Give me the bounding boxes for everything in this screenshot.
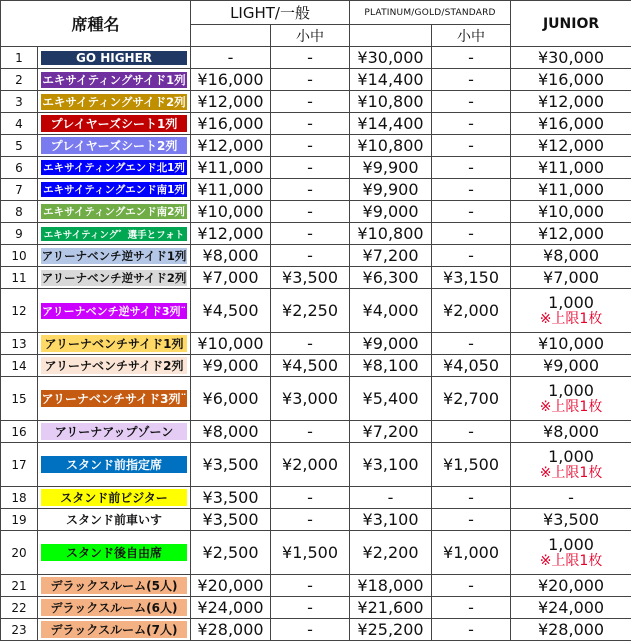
platinum-adult-price: ¥9,900: [350, 179, 432, 201]
light-kids-price: -: [271, 135, 350, 157]
junior-price-cell: [511, 531, 631, 575]
seat-name-label: エキサイティングエンド南2列: [41, 204, 187, 219]
row-number: 12: [1, 289, 38, 333]
light-adult-price: ¥20,000: [191, 575, 271, 597]
platinum-kids-price: -: [432, 135, 511, 157]
light-adult-price: ¥7,000: [191, 267, 271, 289]
platinum-kids-price: -: [432, 421, 511, 443]
seat-name-cell: [38, 113, 191, 135]
seat-name-cell: [38, 47, 191, 69]
seat-name-label: アリーナベンチサイド2列: [41, 357, 187, 374]
table-row: [1, 179, 631, 201]
platinum-kids-price: -: [432, 69, 511, 91]
row-number: 15: [1, 377, 38, 421]
platinum-adult-price: -: [350, 487, 432, 509]
light-kids-price: -: [271, 157, 350, 179]
light-adult-price: ¥10,000: [191, 333, 271, 355]
seat-name-cell: [38, 245, 191, 267]
junior-price: ¥12,000: [511, 93, 631, 110]
seat-name-label: スタンド後自由席: [41, 544, 187, 561]
seat-name-cell: [38, 575, 191, 597]
junior-price-cell: [511, 135, 631, 157]
platinum-kids-price: -: [432, 619, 511, 641]
junior-price-cell: [511, 289, 631, 333]
junior-price-cell: [511, 421, 631, 443]
light-kids-price: -: [271, 597, 350, 619]
platinum-kids-price: ¥1,000: [432, 531, 511, 575]
platinum-adult-price: ¥3,100: [350, 443, 432, 487]
table-row: [1, 531, 631, 575]
platinum-kids-price: ¥2,700: [432, 377, 511, 421]
junior-price: -: [511, 489, 631, 506]
seat-name-label: アリーナベンチサイド3列¨: [41, 390, 187, 407]
junior-price-cell: [511, 487, 631, 509]
platinum-adult-price: ¥14,400: [350, 113, 432, 135]
junior-price: ¥8,000: [511, 423, 631, 440]
junior-price-cell: [511, 575, 631, 597]
row-number: 6: [1, 157, 38, 179]
seat-name-cell: [38, 421, 191, 443]
platinum-adult-price: ¥9,000: [350, 201, 432, 223]
light-kids-price: -: [271, 91, 350, 113]
row-number: 1: [1, 47, 38, 69]
light-kids-price: -: [271, 575, 350, 597]
light-adult-price: ¥11,000: [191, 179, 271, 201]
seat-name-cell: [38, 487, 191, 509]
row-number: 11: [1, 267, 38, 289]
table-row: [1, 245, 631, 267]
junior-price-cell: [511, 201, 631, 223]
junior-price-cell: [511, 113, 631, 135]
junior-price: ¥20,000: [511, 577, 631, 594]
seat-name-label: プレイヤーズシート1列: [41, 115, 187, 132]
platinum-adult-price: ¥7,200: [350, 245, 432, 267]
light-kids-price: -: [271, 201, 350, 223]
seat-name-cell: [38, 157, 191, 179]
junior-price: ¥10,000: [511, 335, 631, 352]
seat-name-cell: [38, 69, 191, 91]
platinum-adult-price: ¥10,800: [350, 91, 432, 113]
junior-price: ¥10,000: [511, 203, 631, 220]
light-kids-price: -: [271, 619, 350, 641]
light-adult-price: ¥4,500: [191, 289, 271, 333]
junior-price: ¥12,000: [511, 225, 631, 242]
table-row: [1, 597, 631, 619]
seat-name-cell: [38, 619, 191, 641]
platinum-kids-price: ¥3,150: [432, 267, 511, 289]
price-table-body: [1, 47, 631, 641]
junior-price: ¥16,000: [511, 71, 631, 88]
seat-name-label: エキサイティングサイド2列: [41, 94, 187, 110]
platinum-kids-price: -: [432, 245, 511, 267]
platinum-adult-subheader: [350, 25, 432, 47]
seat-name-label: デラックスルーム(7人): [41, 621, 187, 638]
row-number: 16: [1, 421, 38, 443]
junior-price-cell: [511, 597, 631, 619]
seat-name-label: アリーナアップゾーン: [41, 423, 187, 440]
table-row: [1, 69, 631, 91]
junior-price: ¥8,000: [511, 247, 631, 264]
light-kids-price: -: [271, 487, 350, 509]
junior-price-cell: [511, 179, 631, 201]
junior-price-cell: [511, 267, 631, 289]
light-adult-price: ¥28,000: [191, 619, 271, 641]
junior-price: ¥11,000: [511, 181, 631, 198]
platinum-adult-price: ¥14,400: [350, 69, 432, 91]
light-adult-price: ¥2,500: [191, 531, 271, 575]
light-kids-price: ¥3,000: [271, 377, 350, 421]
row-number: 9: [1, 223, 38, 245]
junior-price-cell: [511, 157, 631, 179]
table-row: [1, 333, 631, 355]
seat-name-label: エキサイティング゛選手とフォト: [41, 227, 187, 241]
table-row: [1, 575, 631, 597]
seat-name-label: エキサイティングサイド1列: [41, 72, 187, 88]
purchase-limit-note: ※上限1枚: [511, 399, 631, 416]
seat-name-cell: [38, 509, 191, 531]
table-row: [1, 157, 631, 179]
row-number: 14: [1, 355, 38, 377]
row-number: 20: [1, 531, 38, 575]
platinum-adult-price: ¥8,100: [350, 355, 432, 377]
row-number: 21: [1, 575, 38, 597]
junior-price: ¥3,500: [511, 511, 631, 528]
light-kids-price: -: [271, 421, 350, 443]
light-kids-price: -: [271, 179, 350, 201]
purchase-limit-note: ※上限1枚: [511, 311, 631, 328]
seat-name-cell: [38, 597, 191, 619]
junior-price: ¥30,000: [511, 49, 631, 66]
platinum-adult-price: ¥9,900: [350, 157, 432, 179]
table-row: [1, 135, 631, 157]
junior-price-cell: [511, 355, 631, 377]
light-adult-price: ¥12,000: [191, 91, 271, 113]
seat-name-cell: [38, 333, 191, 355]
row-number: 4: [1, 113, 38, 135]
junior-price-cell: [511, 333, 631, 355]
junior-price-cell: [511, 619, 631, 641]
platinum-kids-price: -: [432, 113, 511, 135]
seat-name-label: プレイヤーズシート2列: [41, 137, 187, 154]
platinum-kids-subheader: 小中: [432, 25, 511, 47]
table-row: [1, 619, 631, 641]
purchase-limit-note: ※上限1枚: [511, 553, 631, 570]
seat-name-cell: [38, 179, 191, 201]
platinum-adult-price: ¥3,100: [350, 509, 432, 531]
seat-name-cell: [38, 289, 191, 333]
light-adult-price: ¥3,500: [191, 487, 271, 509]
junior-price: 1,000: [511, 448, 631, 465]
platinum-kids-price: -: [432, 47, 511, 69]
light-kids-price: -: [271, 47, 350, 69]
junior-price-cell: [511, 245, 631, 267]
seat-name-cell: [38, 201, 191, 223]
seat-name-cell: [38, 531, 191, 575]
junior-price: ¥12,000: [511, 137, 631, 154]
light-adult-price: ¥3,500: [191, 443, 271, 487]
seat-name-label: スタンド前指定席: [41, 456, 187, 473]
junior-price-cell: [511, 91, 631, 113]
junior-price: 1,000: [511, 382, 631, 399]
light-kids-price: ¥2,000: [271, 443, 350, 487]
table-row: [1, 377, 631, 421]
light-adult-price: ¥3,500: [191, 509, 271, 531]
platinum-adult-price: ¥25,200: [350, 619, 432, 641]
light-kids-price: -: [271, 69, 350, 91]
platinum-kids-price: -: [432, 179, 511, 201]
platinum-adult-price: ¥5,400: [350, 377, 432, 421]
platinum-adult-price: ¥21,600: [350, 597, 432, 619]
seat-name-label: アリーナベンチ逆サイド2列: [41, 270, 187, 286]
row-number: 8: [1, 201, 38, 223]
light-adult-price: ¥12,000: [191, 223, 271, 245]
row-number: 17: [1, 443, 38, 487]
table-row: [1, 201, 631, 223]
light-adult-price: ¥24,000: [191, 597, 271, 619]
light-kids-price: -: [271, 333, 350, 355]
platinum-kids-price: -: [432, 597, 511, 619]
light-kids-price: ¥1,500: [271, 531, 350, 575]
light-kids-price: ¥4,500: [271, 355, 350, 377]
light-kids-subheader: 小中: [271, 25, 350, 47]
platinum-adult-price: ¥9,000: [350, 333, 432, 355]
junior-price: ¥9,000: [511, 357, 631, 374]
seat-name-cell: [38, 355, 191, 377]
junior-price-cell: [511, 377, 631, 421]
table-row: [1, 289, 631, 333]
junior-price: ¥7,000: [511, 269, 631, 286]
platinum-gold-standard-header: PLATINUM/GOLD/STANDARD: [350, 1, 511, 25]
light-adult-price: ¥8,000: [191, 421, 271, 443]
platinum-adult-price: ¥10,800: [350, 135, 432, 157]
seat-name-cell: [38, 267, 191, 289]
seat-name-label: スタンド前ビジター: [41, 489, 187, 506]
table-row: [1, 91, 631, 113]
light-kids-price: -: [271, 113, 350, 135]
seat-name-label: GO HIGHER: [41, 51, 187, 65]
platinum-kids-price: -: [432, 91, 511, 113]
row-number: 3: [1, 91, 38, 113]
light-adult-subheader: [191, 25, 271, 47]
table-row: [1, 355, 631, 377]
table-row: [1, 509, 631, 531]
junior-price-cell: [511, 223, 631, 245]
light-adult-price: ¥10,000: [191, 201, 271, 223]
junior-price-cell: [511, 443, 631, 487]
row-number: 19: [1, 509, 38, 531]
platinum-adult-price: ¥2,200: [350, 531, 432, 575]
platinum-kids-price: ¥2,000: [432, 289, 511, 333]
table-row: [1, 267, 631, 289]
platinum-adult-price: ¥18,000: [350, 575, 432, 597]
junior-price: 1,000: [511, 294, 631, 311]
row-number: 10: [1, 245, 38, 267]
seat-name-label: エキサイティングエンド南1列: [41, 182, 187, 197]
platinum-kids-price: ¥4,050: [432, 355, 511, 377]
seat-name-cell: [38, 223, 191, 245]
light-adult-price: ¥8,000: [191, 245, 271, 267]
seat-name-label: スタンド前車いす: [41, 511, 187, 528]
junior-price: ¥24,000: [511, 599, 631, 616]
junior-price-cell: [511, 47, 631, 69]
seat-name-header: 席種名: [1, 1, 191, 47]
light-adult-price: ¥6,000: [191, 377, 271, 421]
row-number: 2: [1, 69, 38, 91]
junior-price: ¥11,000: [511, 159, 631, 176]
row-number: 7: [1, 179, 38, 201]
table-row: [1, 487, 631, 509]
light-adult-price: ¥11,000: [191, 157, 271, 179]
junior-price: 1,000: [511, 536, 631, 553]
seat-name-cell: [38, 91, 191, 113]
table-row: [1, 113, 631, 135]
seat-name-label: デラックスルーム(6人): [41, 599, 187, 616]
platinum-adult-price: ¥4,000: [350, 289, 432, 333]
seat-name-label: アリーナベンチ逆サイド1列: [41, 248, 187, 264]
seat-name-label: デラックスルーム(5人): [41, 577, 187, 594]
light-adult-price: -: [191, 47, 271, 69]
table-row: [1, 47, 631, 69]
platinum-kids-price: -: [432, 223, 511, 245]
light-kids-price: -: [271, 245, 350, 267]
seat-name-cell: [38, 135, 191, 157]
row-number: 22: [1, 597, 38, 619]
seat-name-cell: [38, 377, 191, 421]
light-general-header: LIGHT/一般: [191, 1, 350, 25]
light-adult-price: ¥9,000: [191, 355, 271, 377]
junior-price: ¥16,000: [511, 115, 631, 132]
row-number: 13: [1, 333, 38, 355]
row-number: 18: [1, 487, 38, 509]
platinum-kids-price: -: [432, 575, 511, 597]
seat-name-cell: [38, 443, 191, 487]
table-row: [1, 223, 631, 245]
platinum-kids-price: -: [432, 333, 511, 355]
platinum-adult-price: ¥6,300: [350, 267, 432, 289]
platinum-kids-price: -: [432, 487, 511, 509]
platinum-kids-price: -: [432, 509, 511, 531]
light-kids-price: ¥3,500: [271, 267, 350, 289]
purchase-limit-note: ※上限1枚: [511, 465, 631, 482]
seat-name-label: アリーナベンチ逆サイド3列¨: [41, 303, 187, 319]
row-number: 23: [1, 619, 38, 641]
table-row: [1, 443, 631, 487]
platinum-adult-price: ¥7,200: [350, 421, 432, 443]
light-adult-price: ¥16,000: [191, 69, 271, 91]
junior-price: ¥28,000: [511, 621, 631, 638]
junior-price-cell: [511, 509, 631, 531]
row-number: 5: [1, 135, 38, 157]
light-kids-price: -: [271, 509, 350, 531]
light-adult-price: ¥12,000: [191, 135, 271, 157]
seat-name-label: アリーナベンチサイド1列: [41, 335, 187, 352]
platinum-kids-price: -: [432, 157, 511, 179]
platinum-kids-price: -: [432, 201, 511, 223]
light-kids-price: -: [271, 223, 350, 245]
table-row: [1, 421, 631, 443]
platinum-adult-price: ¥30,000: [350, 47, 432, 69]
platinum-kids-price: ¥1,500: [432, 443, 511, 487]
light-kids-price: ¥2,250: [271, 289, 350, 333]
platinum-adult-price: ¥10,800: [350, 223, 432, 245]
seat-name-label: エキサイティングエンド北1列: [41, 160, 187, 175]
junior-price-cell: [511, 69, 631, 91]
junior-header: JUNIOR: [511, 1, 631, 47]
light-adult-price: ¥16,000: [191, 113, 271, 135]
